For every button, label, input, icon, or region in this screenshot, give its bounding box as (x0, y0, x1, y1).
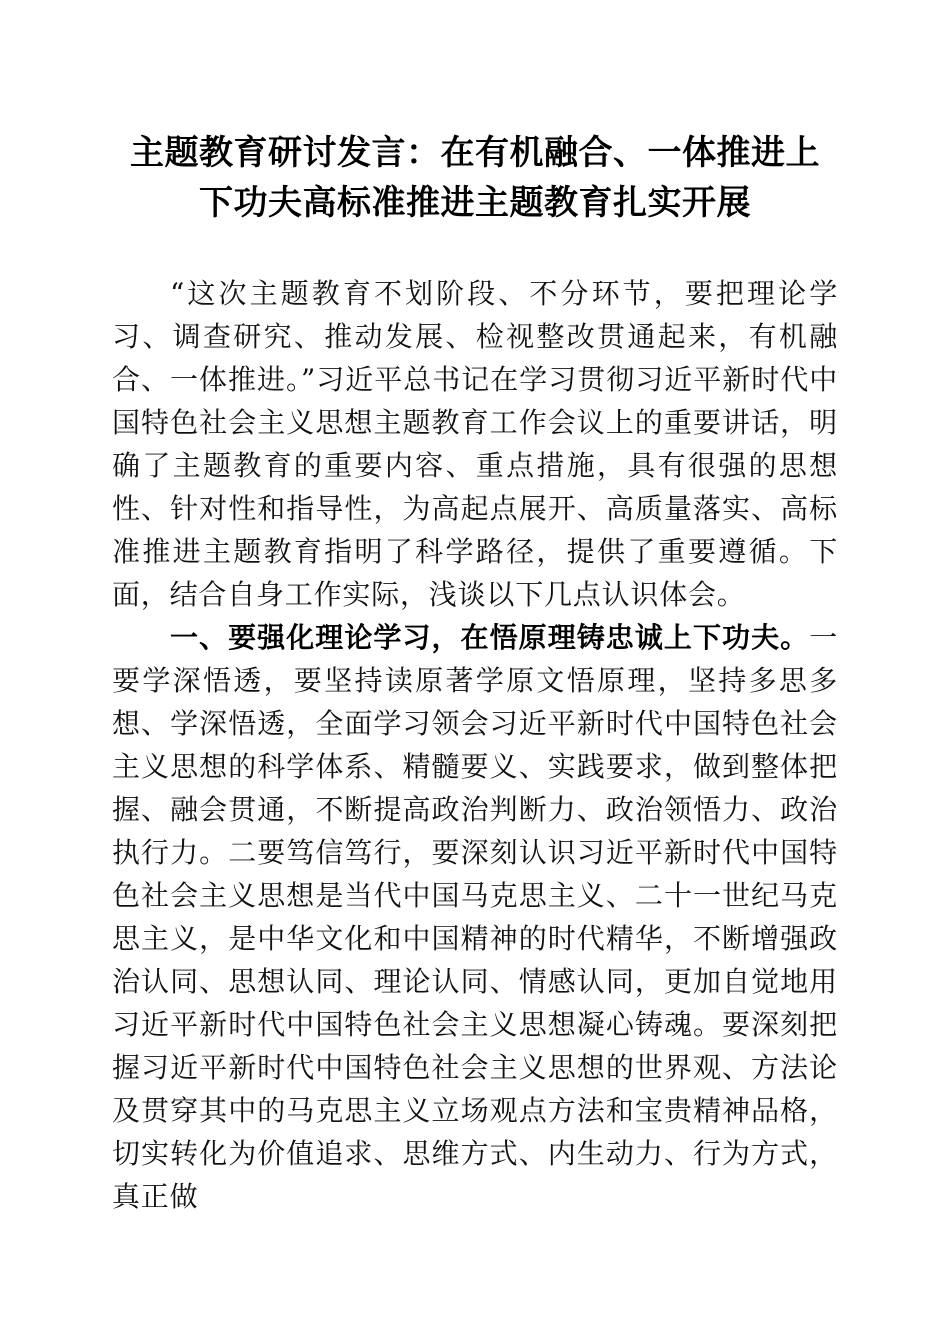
paragraph-section-one (112, 616, 838, 1218)
paragraph-opening-text: “这次主题教育不划阶段、不分环节，要把理论学习、调查研究、推动发展、检视整改贯通起来，有机融合、一体推进。”习近平总书记在学习贯彻习近平新时代中国特色社会主义思想主题教育工作会议上的重要讲话，明确了主题教育的重要内容、重点措施，具有很强的思想性、针对性和指导性，为高起点展开、高质量落实、高标准推进主题教育指明了科学路径，提供了重要遵循。下面，结合自身工作实际，浅谈以下几点认识体会。 (112, 277, 838, 611)
paragraph-section-one-text: 一要学深悟透，要坚持读原著学原文悟原理，坚持多思多想、学深悟透，全面学习领会习近平新时代中国特色社会主义思想的科学体系、精髓要义、实践要求，做到整体把握、融会贯通，不断提高政治判断力、政治领悟力、政治执行力。二要笃信笃行，要深刻认识习近平新时代中国特色社会主义思想是当代中国马克思主义、二十一世纪马克思主义，是中华文化和中国精神的时代精华，不断增强政治认同、思想认同、理论认同、情感认同，更加自觉地用习近平新时代中国特色社会主义思想凝心铸魂。要深刻把握习近平新时代中国特色社会主义思想的世界观、方法论及贯穿其中的马克思主义立场观点方法和宝贵精神品格，切实转化为价值追求、思维方式、内生动力、行为方式，真正做 (112, 621, 838, 1213)
section-heading-one: 一、要强化理论学习，在悟原理铸忠诚上下功夫。 (170, 621, 810, 654)
page-title-line-1: 主题教育研讨发言：在有机融合、一体推进上 (130, 133, 820, 173)
page-title-line-2: 下功夫高标准推进主题教育扎实开展 (199, 183, 751, 223)
page-title (112, 128, 838, 228)
paragraph-opening (112, 272, 838, 616)
document-body (112, 272, 838, 1218)
